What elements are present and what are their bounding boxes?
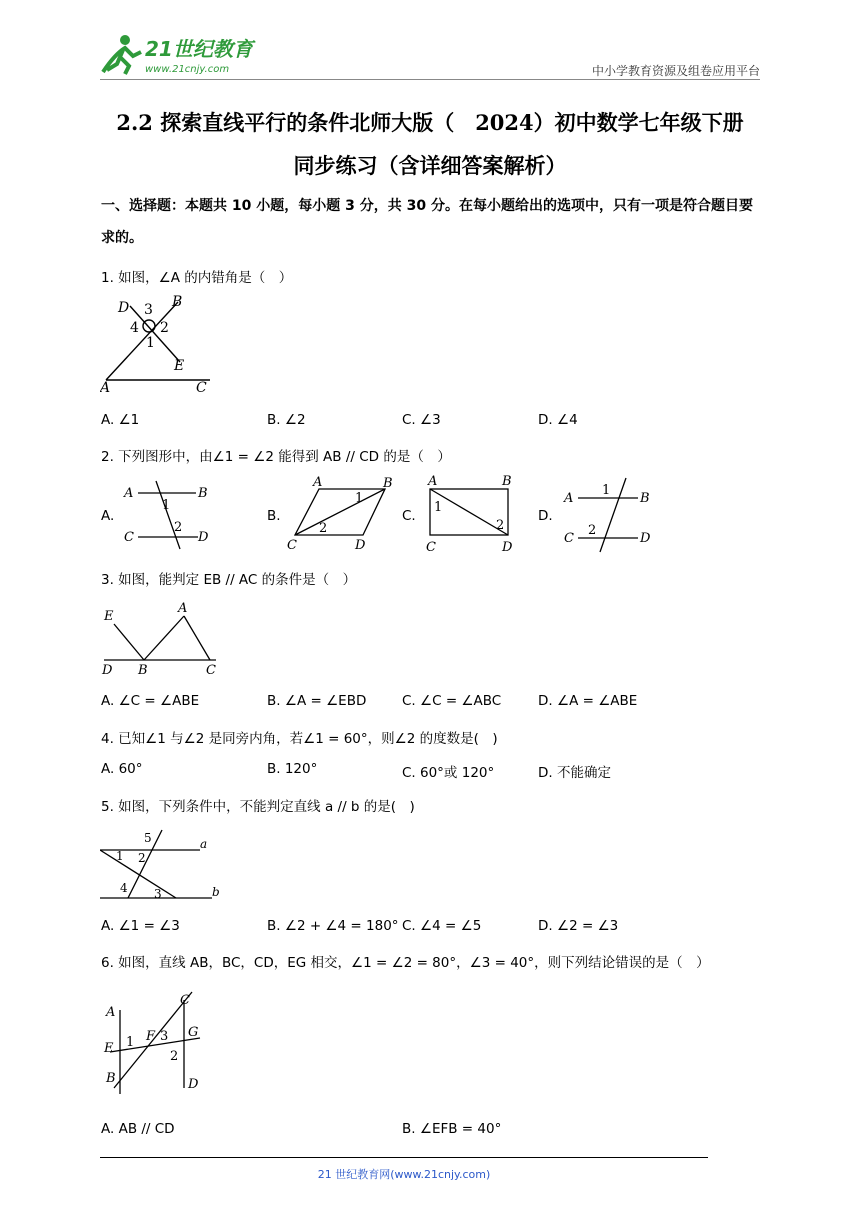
question-5-figure: [100, 826, 226, 906]
q6-label-E: E: [104, 1041, 114, 1056]
q2d-label-B: B: [640, 491, 650, 506]
q6-label-A: A: [106, 1005, 116, 1020]
q2a-label-A: A: [124, 486, 134, 501]
q6-label-C: C: [180, 993, 190, 1008]
q6-label-3: 3: [160, 1029, 169, 1044]
q1-label-3: 3: [144, 302, 153, 318]
q1-label-D: D: [118, 300, 130, 316]
q5-label-a: a: [200, 837, 208, 851]
q3-option-b[interactable]: B. ∠A = ∠EBD: [267, 693, 367, 709]
q1-label-4: 4: [130, 320, 139, 336]
q3-option-a[interactable]: A. ∠C = ∠ABE: [101, 693, 200, 709]
question-6-figure: [100, 984, 210, 1102]
q1-label-B: B: [172, 294, 183, 310]
q2d-label-2: 2: [588, 523, 597, 538]
q5-label-2: 2: [138, 851, 146, 865]
q2b-label-C: C: [287, 538, 297, 553]
q2b-label-1: 1: [355, 491, 364, 506]
header-platform-text: 中小学教育资源及组卷应用平台: [591, 64, 760, 78]
q2d-label-A: A: [564, 491, 574, 506]
q4-option-d[interactable]: D. 不能确定: [538, 765, 611, 781]
q6-label-F: F: [146, 1029, 156, 1044]
q2-figure-d: [562, 474, 662, 558]
q2a-label-1: 1: [162, 498, 171, 513]
question-4-stem: 4. 已知∠1 与∠2 是同旁内角，若∠1 = 60°，则∠2 的度数是( ): [101, 731, 498, 747]
q2-option-a[interactable]: A.: [101, 508, 115, 524]
page-title-line2: 同步练习（含详细答案解析）: [293, 153, 567, 178]
logo-text: 21世纪教育: [145, 37, 253, 61]
q2a-label-2: 2: [174, 520, 183, 535]
q4-option-c[interactable]: C. 60°或 120°: [402, 765, 495, 781]
q5-option-a[interactable]: A. ∠1 = ∠3: [101, 918, 180, 934]
q1-label-2: 2: [160, 320, 169, 336]
q5-label-5: 5: [144, 831, 152, 845]
q3-option-c[interactable]: C. ∠C = ∠ABC: [402, 693, 502, 709]
q4-option-b[interactable]: B. 120°: [267, 761, 318, 777]
q6-label-D: D: [188, 1077, 199, 1092]
q1-option-b[interactable]: B. ∠2: [267, 412, 306, 428]
q2c-label-D: D: [502, 540, 513, 555]
q5-option-c[interactable]: C. ∠4 = ∠5: [402, 918, 482, 934]
q6-label-G: G: [188, 1025, 199, 1040]
q6-label-B: B: [106, 1071, 116, 1086]
question-1-stem: 1. 如图，∠A 的内错角是（ ）: [101, 270, 293, 286]
q5-label-3: 3: [154, 887, 162, 901]
q1-label-A: A: [100, 380, 111, 396]
q3-label-C: C: [206, 663, 216, 678]
header-divider: [100, 79, 760, 80]
q6-label-2: 2: [170, 1049, 179, 1064]
q2d-label-D: D: [640, 531, 651, 546]
q2b-label-A: A: [313, 475, 323, 490]
q5-label-4: 4: [120, 881, 128, 895]
q3-label-D: D: [102, 663, 113, 678]
q2a-label-C: C: [124, 530, 134, 545]
question-2-stem: 2. 下列图形中，由∠1 = ∠2 能得到 AB // CD 的是（ ）: [101, 449, 451, 465]
q2a-label-B: B: [198, 486, 208, 501]
q2-figure-b: [285, 475, 397, 559]
q2c-label-1: 1: [434, 500, 443, 515]
q1-option-c[interactable]: C. ∠3: [402, 412, 441, 428]
q2-option-d[interactable]: D.: [538, 508, 553, 524]
site-logo: [95, 32, 265, 78]
question-5-stem: 5. 如图，下列条件中，不能判定直线 a // b 的是( ): [101, 799, 415, 815]
logo-url: www.21cnjy.com: [145, 64, 230, 75]
q1-label-C: C: [196, 380, 207, 396]
q2d-label-C: C: [564, 531, 574, 546]
q3-option-d[interactable]: D. ∠A = ∠ABE: [538, 693, 638, 709]
q2c-label-B: B: [502, 474, 512, 489]
q2b-label-2: 2: [319, 521, 328, 536]
q2-figure-c: [424, 473, 524, 559]
q2c-label-2: 2: [496, 518, 505, 533]
question-6-stem: 6. 如图，直线 AB，BC，CD，EG 相交，∠1 = ∠2 = 80°，∠3 = 40°，则下列结论错误的是（ ）: [101, 955, 710, 971]
q6-label-1: 1: [126, 1035, 135, 1050]
q1-label-1: 1: [146, 335, 155, 351]
q6-option-b[interactable]: B. ∠EFB = 40°: [402, 1121, 502, 1137]
question-3-figure: [100, 598, 224, 684]
page-title-line1: 2.2 探索直线平行的条件北师大版（ 2024）初中数学七年级下册: [116, 110, 744, 135]
q2-option-c[interactable]: C.: [402, 508, 416, 524]
q5-label-1: 1: [116, 849, 124, 863]
q2-option-b[interactable]: B.: [267, 508, 281, 524]
q5-option-b[interactable]: B. ∠2 + ∠4 = 180°: [267, 918, 399, 934]
question-3-stem: 3. 如图，能判定 EB // AC 的条件是（ ）: [101, 572, 357, 588]
q2c-label-A: A: [428, 474, 438, 489]
q2b-label-B: B: [383, 476, 393, 491]
q2a-label-D: D: [198, 530, 209, 545]
q2-figure-a: [118, 477, 218, 555]
q1-option-a[interactable]: A. ∠1: [101, 412, 140, 428]
q1-option-d[interactable]: D. ∠4: [538, 412, 578, 428]
q2c-label-C: C: [426, 540, 436, 555]
section-instructions: 一、选择题：本题共 10 小题，每小题 3 分，共 30 分。在每小题给出的选项中，只有一项是符合题目要求的。: [101, 198, 753, 246]
q1-label-E: E: [174, 358, 185, 374]
q2d-label-1: 1: [602, 483, 611, 498]
footer-text[interactable]: 21 世纪教育网(www.21cnjy.com): [317, 1168, 491, 1181]
q3-label-B: B: [138, 663, 148, 678]
q2b-label-D: D: [355, 538, 366, 553]
q3-label-A: A: [178, 601, 188, 616]
q5-option-d[interactable]: D. ∠2 = ∠3: [538, 918, 619, 934]
question-1-figure: [100, 292, 220, 400]
q5-label-b: b: [212, 885, 220, 899]
q6-option-a[interactable]: A. AB // CD: [101, 1121, 175, 1137]
footer-divider: [100, 1157, 708, 1158]
q3-label-E: E: [104, 609, 114, 624]
q4-option-a[interactable]: A. 60°: [101, 761, 143, 777]
